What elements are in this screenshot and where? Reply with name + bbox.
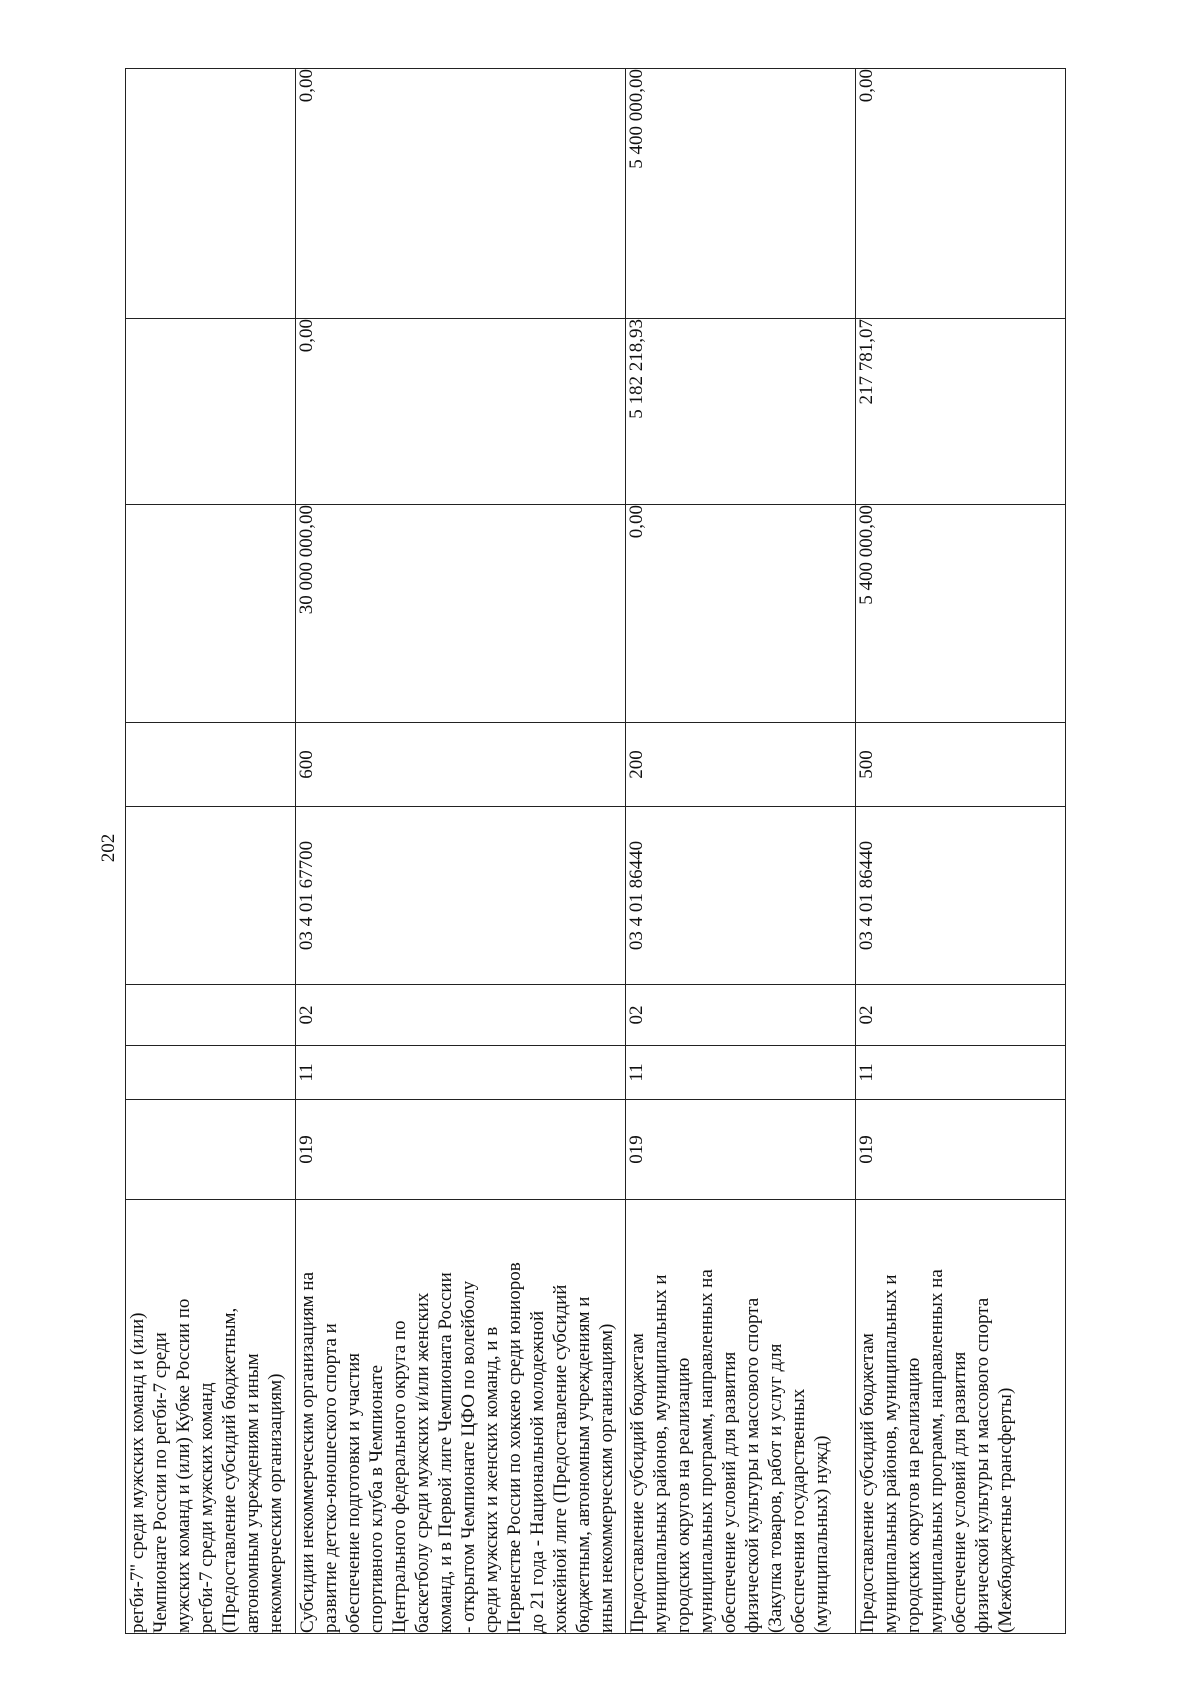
table-row — [296, 69, 626, 1634]
description-line: обеспечение условий для развития — [719, 1351, 740, 1633]
subsection-code — [126, 985, 296, 1046]
description-line: муниципальных районов, муниципальных и — [880, 1274, 901, 1633]
description-line: некоммерческим организациям) — [265, 1373, 286, 1633]
target-article-code: 03 4 01 86440 — [626, 807, 856, 985]
section-code: 11 — [296, 1046, 626, 1100]
table-row — [626, 69, 856, 1634]
description-line: Предоставление субсидий бюджетам — [627, 1333, 648, 1633]
expense-type-code: 600 — [296, 723, 626, 807]
expense-type-code: 200 — [626, 723, 856, 807]
table-row — [856, 69, 1066, 1634]
description-line: баскетболу среди мужских и/или женских — [412, 1292, 433, 1633]
row-description — [126, 1200, 296, 1634]
budget-table — [125, 68, 1066, 1634]
amount-3: 0,00 — [856, 69, 1066, 319]
table-row — [126, 69, 296, 1634]
row-description — [626, 1200, 856, 1634]
description-line: до 21 года - Национальной молодежной — [527, 1310, 548, 1633]
description-line: физической культуры и массового спорта — [972, 1297, 993, 1633]
description-line: иным некоммерческим организациям) — [596, 1323, 617, 1633]
description-line: Первенстве России по хоккею среди юниоров — [504, 1262, 525, 1633]
amount-1: 0,00 — [626, 505, 856, 723]
description-line: развитие детско-юношеского спорта и — [320, 1323, 341, 1633]
amount-1 — [126, 505, 296, 723]
subsection-code: 02 — [626, 985, 856, 1046]
expense-type-code: 500 — [856, 723, 1066, 807]
amount-3: 0,00 — [296, 69, 626, 319]
description-line: автономным учреждениям и иным — [242, 1353, 263, 1633]
ministry-code: 019 — [296, 1100, 626, 1200]
row-description — [856, 1200, 1066, 1634]
row-description — [296, 1200, 626, 1634]
target-article-code: 03 4 01 86440 — [856, 807, 1066, 985]
ministry-code: 019 — [626, 1100, 856, 1200]
amount-2: 217 781,07 — [856, 319, 1066, 505]
description-line: городских округов на реализацию — [673, 1357, 694, 1633]
description-line: мужских команд и (или) Кубке России по — [173, 1298, 194, 1633]
description-line: обеспечения государственных — [788, 1388, 809, 1633]
amount-3: 5 400 000,00 — [626, 69, 856, 319]
description-line: муниципальных программ, направленных на — [696, 1269, 717, 1633]
target-article-code: 03 4 01 67700 — [296, 807, 626, 985]
amount-2: 0,00 — [296, 319, 626, 505]
description-line: городских округов на реализацию — [903, 1357, 924, 1633]
description-line: муниципальных программ, направленных на — [926, 1269, 947, 1633]
description-line: обеспечение условий для развития — [949, 1351, 970, 1633]
subsection-code: 02 — [296, 985, 626, 1046]
description-line: Субсидии некоммерческим организациям на — [297, 1272, 318, 1633]
description-line: - открытом Чемпионате ЦФО по волейболу — [458, 1280, 479, 1633]
section-code — [126, 1046, 296, 1100]
description-line: (Предоставление субсидий бюджетным, — [219, 1307, 240, 1633]
amount-1: 5 400 000,00 — [856, 505, 1066, 723]
ministry-code: 019 — [856, 1100, 1066, 1200]
description-line: Чемпионате России по регби-7 среди — [150, 1332, 171, 1633]
amount-1: 30 000 000,00 — [296, 505, 626, 723]
amount-3 — [126, 69, 296, 319]
subsection-code: 02 — [856, 985, 1066, 1046]
target-article-code — [126, 807, 296, 985]
description-line: команд, и в Первой лиге Чемпионата России — [435, 1272, 456, 1633]
description-line: спортивного клуба в Чемпионате — [366, 1364, 387, 1633]
description-line: муниципальных районов, муниципальных и — [650, 1274, 671, 1633]
amount-2: 5 182 218,93 — [626, 319, 856, 505]
description-line: регби-7 среди мужских команд — [196, 1382, 217, 1633]
page-number: 202 — [98, 833, 119, 863]
description-line: среди мужских и женских команд, и в — [481, 1326, 502, 1633]
description-line: обеспечение подготовки и участия — [343, 1353, 364, 1633]
section-code: 11 — [856, 1046, 1066, 1100]
description-line: Центрального федерального округа по — [389, 1320, 410, 1633]
description-line: хоккейной лиге (Предоставление субсидий — [550, 1284, 571, 1633]
description-line: регби-7" среди мужских команд и (или) — [127, 1312, 148, 1633]
description-line: Предоставление субсидий бюджетам — [857, 1333, 878, 1633]
expense-type-code — [126, 723, 296, 807]
rotated-page-content — [125, 69, 1065, 1634]
description-line: (Межбюджетные трансферты) — [995, 1387, 1016, 1633]
description-line: бюджетным, автономным учреждениям и — [573, 1296, 594, 1633]
description-line: физической культуры и массового спорта — [742, 1297, 763, 1633]
description-line: (Закупка товаров, работ и услуг для — [765, 1343, 786, 1633]
amount-2 — [126, 319, 296, 505]
description-line: (муниципальных) нужд) — [811, 1435, 832, 1633]
section-code: 11 — [626, 1046, 856, 1100]
ministry-code — [126, 1100, 296, 1200]
